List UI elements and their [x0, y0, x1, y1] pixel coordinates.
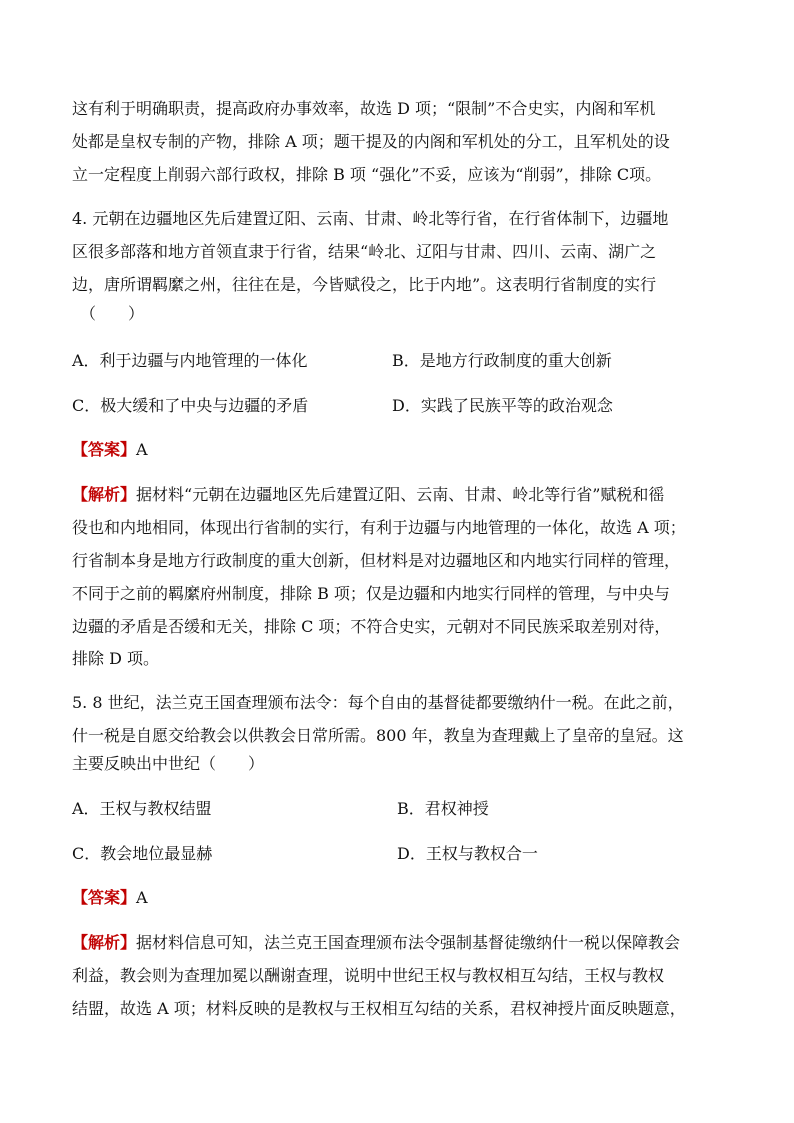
- q5-stem-line: 主要反映出中世纪（ ）: [72, 754, 265, 773]
- q4-stem-line: 边，唐所谓羁縻之州，往往在是，今皆赋役之，比于内地”。这表明行省制度的实行: [72, 275, 657, 294]
- q5-stem-line: 什一税是自愿交给教会以供教会日常所需。800 年，教皇为查理戴上了皇帝的皇冠。这: [72, 726, 684, 745]
- q4-analysis-line: 行省制本身是地方行政制度的重大创新，但材料是对边疆地区和内地实行同样的管理，: [72, 551, 681, 570]
- q5-option-b: B．君权神授: [397, 799, 489, 818]
- q5-option-c: C．教会地位最显赫: [72, 844, 213, 863]
- q4-analysis-line: [72, 484, 724, 506]
- analysis-text: 据材料“元朝在边疆地区先后建置辽阳、云南、甘肃、岭北等行省”赋税和徭: [136, 485, 665, 504]
- q4-option-d: D．实践了民族平等的政治观念: [392, 396, 613, 415]
- q4-stem-blank: （ ）: [80, 304, 145, 323]
- q4-answer: [72, 439, 724, 461]
- q4-analysis-line: 不同于之前的羁縻府州制度，排除 B 项；仅是边疆和内地实行同样的管理，与中央与: [72, 584, 670, 603]
- q5-analysis-line: 利益，教会则为查理加冕以酬谢查理，说明中世纪王权与教权相互勾结，王权与教权: [72, 966, 665, 985]
- q5-stem-line: 5. 8 世纪，法兰克王国查理颁布法令：每个自由的基督徒都要缴纳什一税。在此之前，: [72, 693, 684, 712]
- q4-analysis-line: 边疆的矛盾是否缓和无关，排除 C 项；不符合史实，元朝对不同民族采取差别对待，: [72, 617, 671, 636]
- q4-option-b: B．是地方行政制度的重大创新: [392, 351, 612, 370]
- q5-answer: [72, 887, 724, 909]
- q4-stem-line: 4. 元朝在边疆地区先后建置辽阳、云南、甘肃、岭北等行省，在行省体制下，边疆地: [72, 209, 669, 228]
- q4-stem-line: 区很多部落和地方首领直隶于行省，结果“岭北、辽阳与甘肃、四川、云南、湖广之: [72, 242, 657, 261]
- q5-analysis-line: [72, 932, 724, 954]
- prev-explanation-line: 立一定程度上削弱六部行政权，排除 B 项 “强化”不妥，应该为“削弱”，排除 C项。: [72, 165, 662, 184]
- analysis-tag: 【解析】: [72, 933, 137, 952]
- prev-explanation-line: 处都是皇权专制的产物，排除 A 项；题干提及的内阁和军机处的分工，且军机处的设: [72, 132, 670, 151]
- q5-option-d: D．王权与教权合一: [397, 844, 538, 863]
- q4-option-c: C．极大缓和了中央与边疆的矛盾: [72, 396, 309, 415]
- answer-value: A: [136, 440, 148, 459]
- q4-option-a: A．利于边疆与内地管理的一体化: [72, 351, 308, 370]
- analysis-text: 据材料信息可知，法兰克王国查理颁布法令强制基督徒缴纳什一税以保障教会: [136, 933, 681, 952]
- q5-option-a: A．王权与教权结盟: [72, 799, 212, 818]
- answer-tag: 【答案】: [72, 440, 137, 459]
- q4-analysis-line: 役也和内地相同，体现出行省制的实行，有利于边疆与内地管理的一体化，故选 A 项；: [72, 518, 686, 537]
- analysis-tag: 【解析】: [72, 485, 137, 504]
- answer-tag: 【答案】: [72, 888, 137, 907]
- q5-analysis-line: 结盟，故选 A 项；材料反映的是教权与王权相互勾结的关系，君权神授片面反映题意，: [72, 999, 686, 1018]
- q4-analysis-line: 排除 D 项。: [72, 649, 160, 668]
- answer-value: A: [136, 888, 148, 907]
- prev-explanation-line: 这有利于明确职责，提高政府办事效率，故选 D 项；“限制”不合史实，内阁和军机: [72, 99, 656, 118]
